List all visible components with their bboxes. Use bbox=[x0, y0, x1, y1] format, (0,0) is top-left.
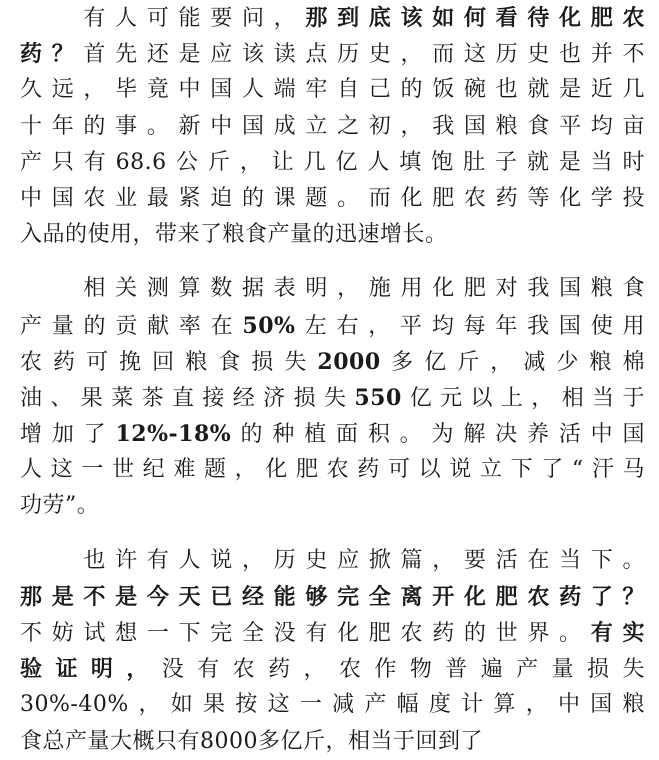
text-line bbox=[20, 181, 645, 217]
text-line bbox=[20, 380, 645, 416]
text-line bbox=[20, 0, 645, 36]
text-run: 农药可挽回粮食损失 bbox=[20, 349, 318, 375]
text-line bbox=[20, 452, 645, 488]
bold-text: 550 bbox=[354, 384, 402, 411]
text-run: 十年的事。新中国成立之初，我国粮食平均亩 bbox=[20, 113, 645, 139]
text-line bbox=[20, 308, 645, 344]
paragraph bbox=[20, 271, 645, 524]
text-run: 不妨试想一下完全没有化肥农药的世界。 bbox=[20, 621, 591, 646]
text-run: 增加了 bbox=[20, 422, 116, 448]
text-run: 功劳”。 bbox=[20, 493, 100, 519]
text-run: 产只有68.6公斤，让几亿人填饱肚子就是当时 bbox=[20, 149, 645, 175]
text-run: 中国农业最紧迫的课题。而化肥农药等化学投 bbox=[20, 185, 645, 211]
text-line bbox=[20, 651, 645, 687]
text-run: 有人可能要问， bbox=[20, 6, 306, 31]
paragraph bbox=[20, 0, 645, 253]
bold-text: 有实 bbox=[590, 620, 645, 646]
text-run: 人这一世纪难题，化肥农药可以说立下了“汗马 bbox=[20, 457, 645, 483]
text-run: 亿元以上，相当于 bbox=[401, 385, 645, 411]
text-line bbox=[20, 36, 645, 72]
bold-text: 药？ bbox=[20, 41, 84, 68]
text-run: 多亿斤，减少粮棉 bbox=[380, 349, 645, 375]
text-line bbox=[20, 344, 645, 380]
bold-text: 2000 bbox=[317, 348, 381, 375]
text-run: 久远，毕竟中国人端牢自己的饭碗也就是近几 bbox=[20, 77, 645, 103]
bold-text: 12%-18% bbox=[115, 421, 232, 448]
text-line bbox=[20, 724, 645, 760]
document-body bbox=[20, 0, 645, 760]
text-line bbox=[20, 579, 645, 615]
text-line bbox=[20, 416, 645, 452]
paragraph bbox=[20, 543, 645, 760]
bold-text: 50% bbox=[242, 312, 296, 339]
paragraph-gap bbox=[20, 525, 645, 543]
text-run: 的种植面积。为解决养活中国 bbox=[231, 422, 645, 448]
text-run: 30%-40%，如果按这一减产幅度计算，中国粮 bbox=[20, 692, 645, 718]
text-line bbox=[20, 543, 645, 579]
text-run: 相关测算数据表明，施用化肥对我国粮食 bbox=[20, 276, 645, 302]
text-line bbox=[20, 615, 645, 651]
paragraph-gap bbox=[20, 253, 645, 271]
text-line bbox=[20, 72, 645, 108]
text-run: 首先还是应该读点历史，而这历史也并不 bbox=[83, 42, 645, 68]
text-run: 没有农药，农作物普遍产量损失 bbox=[161, 657, 645, 683]
text-run: 产量的贡献率在 bbox=[20, 313, 243, 339]
text-run: 入品的使用，带来了粮食产量的迅速增长。 bbox=[20, 222, 448, 248]
bold-text: 那到底该如何看待化肥农 bbox=[305, 5, 645, 31]
text-line bbox=[20, 217, 645, 253]
text-line bbox=[20, 145, 645, 181]
text-line bbox=[20, 271, 645, 307]
text-run: 油、果菜茶直接经济损失 bbox=[20, 385, 355, 411]
text-run: 左右，平均每年我国使用 bbox=[295, 313, 645, 339]
text-line bbox=[20, 109, 645, 145]
text-run: 食总产量大概只有8000多亿斤，相当于回到了 bbox=[20, 728, 483, 754]
text-run: 也许有人说，历史应掀篇，要活在当下。 bbox=[20, 547, 645, 573]
text-line bbox=[20, 687, 645, 723]
text-line bbox=[20, 488, 645, 524]
bold-text: 验证明， bbox=[20, 656, 162, 683]
bold-text: 那是不是今天已经能够完全离开化肥农药了？ bbox=[20, 583, 645, 610]
